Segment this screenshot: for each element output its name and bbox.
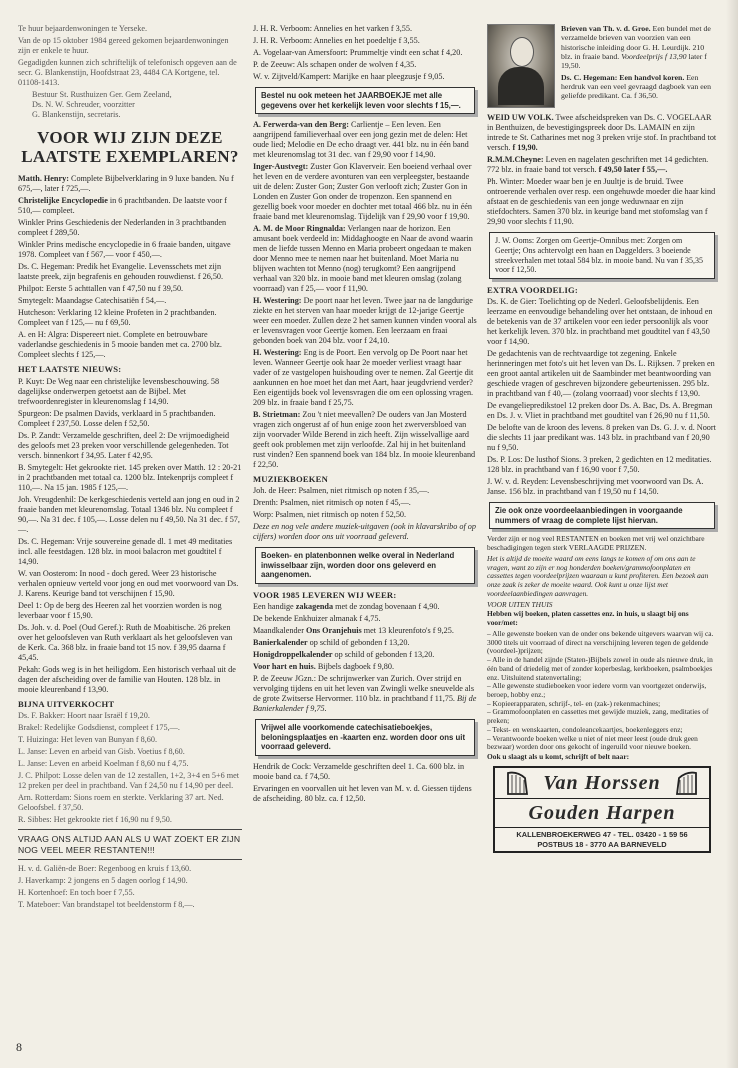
column-3 bbox=[487, 24, 717, 853]
story-item: A. Ferwerda-van den Berg: Carlientje – Een leven. Een aangrijpend familieverhaal over een jong gezin met de delen: Het oude lied; Melodie en De echo draagt ver. 441 blz. nu in één band met kleurenomslag tot 31 dec. van f 29,90 voor f 14,90. bbox=[253, 120, 469, 159]
music-item: Drenth: Psalmen, niet ritmisch op noten f 45,—. bbox=[253, 498, 411, 508]
address-line: KALLENBROEKERWEG 47 - TEL. 03420 - 1 59 56 bbox=[516, 830, 688, 840]
column-2 bbox=[253, 24, 477, 806]
news-item: Joh. Vreugdenhil: De kerkgeschiedenis verteld aan jong en oud in 2 fraaie banden met kleurenomslag. Totaal 1346 blz. Nu compleet f 90,—. Na 31 dec. f 105,—. Losse delen nu f 49,50. Na 31 dec. f 57,—. bbox=[18, 494, 240, 534]
book-item: J. H. R. Verboom: Annelies en het poedeltje f 3,55. bbox=[253, 36, 420, 45]
item-title: Brieven van Th. v. d. Groe. bbox=[561, 24, 651, 33]
sold-item: L. Janse: Leven en arbeid Koelman f 8,60 nu f 4,75. bbox=[18, 759, 189, 769]
news-list bbox=[18, 377, 242, 695]
year-item: Honigdroppelkalender op schild of gebonden f 13,20. bbox=[253, 650, 435, 660]
closing-block bbox=[487, 535, 717, 761]
jaarboekje-box: Bestel nu ook meteen het JAARBOEKJE met alle gegevens over het kerkelijk leven voor slechts f 15,—. bbox=[255, 87, 475, 114]
book-item: J. H. R. Verboom: Annelies en het varken f 3,55. bbox=[253, 24, 413, 33]
tail-item: H. v. d. Galiën-de Boer: Regenboog en kruis f 13,60. bbox=[18, 864, 192, 873]
voordeel-box: Zie ook onze voordeelaanbiedingen in voorgaande nummers of vraag de complete lijst hiervan. bbox=[489, 502, 715, 529]
logo-band bbox=[495, 799, 709, 828]
year-item: Maandkalender Ons Oranjehuis met 13 kleurenfoto's f 9,25. bbox=[253, 626, 454, 636]
book-item: W. v. Zijtveld/Kampert: Marijke en haar pleegzusje f 9,05. bbox=[253, 72, 445, 81]
story-list bbox=[253, 120, 477, 470]
item-title: Inger-Austvegt: bbox=[253, 162, 309, 171]
side-item: Ds. C. Hegeman: Een handvol koren. Een herdruk van een veel gevraagd dagboek van een geliefde predikant. Ca. f 36,50. bbox=[561, 72, 712, 101]
column-1 bbox=[18, 24, 242, 912]
item-title: B. Strietman: bbox=[253, 410, 301, 419]
harp-icon bbox=[503, 770, 531, 796]
extra-item: De evangeliepredikstoel 12 preken door Ds. A. Bac, Ds. A. Bregman en Ds. J. v. Vliet in prachtband met goudtitel van f 26,90 nu f 11,50. bbox=[487, 401, 713, 421]
sold-list bbox=[18, 711, 242, 825]
book-item: A. en H: Algra: Dispereert niet. Complete en betrouwbare vaderlandse geschiedenis in 5 mooie banden met ca. 2700 blz. Compleet slechts f 125,—. bbox=[18, 330, 222, 360]
bottom-list bbox=[253, 762, 477, 804]
item-price: Voordeelprijs f 13,90 bbox=[621, 52, 687, 62]
address-line: POSTBUS 18 - 3770 AA BARNEVELD bbox=[537, 839, 667, 849]
book-item: Ervaringen en voorvallen uit het leven van M. v. d. Giessen tijdens de afscheiding. 80 blz. ca. f 12,50. bbox=[253, 783, 472, 803]
sold-item: Arn. Rotterdam: Sions roem en sterkte. Verklaring 37 art. Ned. Geloofsbel. f 37,50. bbox=[18, 793, 224, 813]
story-item: Inger-Austvegt: Zuster Gon Klaverveir. Een boeiend verhaal over het leven en de verdere avonturen van een verpleegster, bestaande uit de delen: Zuster Gon; Zuster Gon verlooft zich; Zuster Gon in Londen en Zuster Gon onder de tropenzon. Een spannend en gezellig boek voor moeder en dochter met totaal 466 blz. nu in één fraaie band met kleurenomslag. Tijdelijk van f 29,90 voor f 19,90. bbox=[253, 162, 472, 221]
news-item: Spurgeon: De psalmen Davids, verklaard in 5 prachtbanden. Compleet f 237,50. Losse delen f 52,50. bbox=[18, 408, 216, 428]
book-item: R.M.M.Cheyne: Leven en nagelaten geschriften met 14 gedichten. 772 blz. in fraaie band tot versch. f 49,50 later f 55,—. bbox=[487, 155, 709, 174]
year-item: Voor hart en huis. Bijbels dagboek f 9,80. bbox=[253, 662, 395, 672]
item-price: f 19,90. bbox=[512, 143, 538, 152]
sold-item: Ds. F. Bakker: Hoort naar Israël f 19,20. bbox=[18, 711, 150, 721]
story-item: H. Westering: Eng is de Poort. Een vervolg op De Poort naar het leven. Wanneer Geertje ook haar 2e moeder verliest vraagt haar vader of ze vastgelopen huishouding over te nemen. Zal Geertje dit aankunnen en hoe moet het dan met Aart, haar jeugdvriend verder? Een eigentijds boek vol levensvragen die om een oplossing vragen. 209 blz. in fraaie band f 25,75. bbox=[253, 348, 474, 407]
service-item: – Alle gewenste studieboeken voor iedere vorm van voortgezet onderwijs, beroep, hobby enz.; bbox=[487, 681, 707, 699]
divider bbox=[18, 859, 242, 860]
music-heading: MUZIEKBOEKEN bbox=[253, 474, 328, 484]
year-item: P. de Zeeuw JGzn.: De schrijnwerker van Zurich. Over strijd en vervolging tijdens en uit het leven van Zwingli welke sneuvelde als de grote Zwitserse Hervormer. 110 blz. in prachtband f 11,75. Bij de Banierkalender f 9,75. bbox=[253, 674, 477, 714]
item-title: Banierkalender bbox=[253, 638, 308, 648]
item-title: Ons Oranjehuis bbox=[305, 626, 362, 636]
notice-line: Te huur bejaardenwoningen te Yerseke. bbox=[18, 24, 148, 33]
closing-sub: Hebben wij boeken, platen cassettes enz. in huis, u slaagt bij ons voor/met: bbox=[487, 609, 689, 628]
news-item: Pekah: Gods weg is in het heiligdom. Een historisch verhaal uit de dagen der afscheiding over de familie van Houten. 128 blz. in mooie kleurenband f 13,90. bbox=[18, 664, 236, 694]
item-title: WEID UW VOLK. bbox=[487, 113, 554, 122]
logo-line2: Gouden Harpen bbox=[528, 801, 676, 824]
news-item: Ds. P. Zandt: Verzamelde geschriften, deel 2: De vrijmoedigheid des geloofs met 23 preken voor verschillende gelegenheden. Tot versch. binnenkort f 34,95. Later f 42,95. bbox=[18, 430, 230, 460]
notice-line: Bestuur St. Rusthuizen Ger. Gem Zeeland, bbox=[32, 90, 172, 99]
item-title: Voor hart en huis. bbox=[253, 662, 316, 672]
closing-italic: Het is altijd de moeite waard om eens langs te komen of om ons aan te vragen, want zo zijn er nog honderden boeken/grammofoonplaten en cassettes tegen voordeelprijzen waaraan u kunt profiteren. Een bezoek aan onze zaak is zeker de moeite waard. Ook kunt u onze lijst met voordeelaanbiedingen aanvragen. bbox=[487, 553, 709, 598]
music-list bbox=[253, 486, 477, 520]
page-edge bbox=[726, 0, 738, 1068]
sold-item: Brakel: Redelijke Godsdienst, compleet f 175,—. bbox=[18, 723, 180, 733]
item-title: Honigdroppelkalender bbox=[253, 650, 333, 660]
music-note: Deze en nog vele andere muziek-uitgaven (ook in klavarskribo of op cijfers) worden door ons uit voorraad geleverd. bbox=[253, 522, 476, 542]
book-item: P. de Zeeuw: Als schapen onder de wolven f 4,35. bbox=[253, 60, 417, 69]
year-heading: VOOR 1985 LEVEREN WIJ WEER: bbox=[253, 589, 397, 600]
notice-line: Gegadigden kunnen zich schriftelijk of telefonisch opgeven aan de secr. G. Blankenstijn, Hoofdstraat 23, 4484 CA Kortgene, tel. 01108-1413. bbox=[18, 58, 237, 87]
item-title: A. M. de Moor Ringnalda: bbox=[253, 224, 346, 233]
final-line: Ook u slaagt als u komt, schrijft of belt naar: bbox=[487, 752, 630, 762]
extra-list bbox=[487, 297, 717, 497]
sold-item: R. Sibbes: Het gekrookte riet f 16,90 nu f 9,50. bbox=[18, 815, 172, 825]
item-note: Bij de Banierkalender f 9,75. bbox=[253, 694, 477, 714]
extra-item: J. W. v. d. Reyden: Levensbeschrijving met voorwoord van Ds. A. Janse. 156 blz. in prachtband van f 19,50 nu f 14,50. bbox=[487, 477, 704, 497]
book-item: Matth. Henry: Complete Bijbelverklaring in 9 luxe banden. Nu f 675,—, later f 725,—. bbox=[18, 174, 234, 194]
book-item: A. Vogelaar-van Amersfoort: Prummeltje vindt een schat f 4,20. bbox=[253, 48, 463, 57]
notice-line: Van de op 15 oktober 1984 gereed gekomen bejaardenwoningen zijn er enkele te huur. bbox=[18, 36, 229, 55]
sold-item: T. Huizinga: Het leven van Bunyan f 8,60. bbox=[18, 735, 157, 745]
shop-address bbox=[495, 828, 709, 851]
service-item: – Alle gewenste boeken van de onder ons bekende uitgevers waarvan wij ca. 3000 titels uit voorraad of direct na verschijning leveren tegen de geldende (voordeel-)prijzen; bbox=[487, 628, 714, 656]
book-item: Christelijke Encyclopedie in 6 prachtbanden. De laatste voor f 510,— compleet. bbox=[18, 196, 227, 216]
news-item: W. van Oosterom: In nood - doch gered. Weer 23 historische verhalen opnieuw verteld voor jong en oud met voorwoord van Ds. J. Karens. Keurige band tot verschijnen f 15,90. bbox=[18, 568, 239, 598]
notice-line: G. Blankenstijn, secretaris. bbox=[32, 110, 121, 119]
headline: VOOR WIJ ZIJN DEZE LAATSTE EXEMPLAREN? bbox=[21, 128, 239, 167]
bonnen-box: Boeken- en platenbonnen welke overal in Nederland inwisselbaar zijn, worden door ons geleverd en aangenomen. bbox=[255, 547, 475, 584]
tail-item: J. Haverkamp: 2 jongens en 5 dagen oorlog f 14,90. bbox=[18, 876, 188, 885]
tail-list bbox=[18, 864, 242, 910]
music-item: Worp: Psalmen, niet ritmisch op noten f 52,50. bbox=[253, 510, 407, 520]
catechisatie-box: Vrijwel alle voorkomende catechisatieboekjes, beloningsplaatjes en -kaarten enz. worden door ons uit voorraad geleverd. bbox=[255, 719, 475, 756]
sold-item: J. C. Philpot: Losse delen van de 12 zestallen, 1+2, 3+4 en 5+6 met 12 preken per deel in prachtband. Van f 24,50 nu f 14,90 per deel. bbox=[18, 771, 240, 791]
book-item: Ds. C. Hegeman: Predik het Evangelie. Levensschets met zijn laatste preek, zijn begrafenis en gehouden rouwdienst. f 26,50. bbox=[18, 262, 224, 282]
tail-item: T. Mateboer: Van brandstapel tot beeldenstorm f 8,—. bbox=[18, 900, 195, 909]
news-item: Ds. C. Hegeman: Vrije souvereine genade dl. 1 met 49 meditaties incl. alle feestdagen. 128 blz. in mooi balacron met goudtitel f 14,90. bbox=[18, 536, 233, 566]
side-item: Brieven van Th. v. d. Groe. Een bundel met de verzamelde brieven van voorzien van een historische inleiding door G. H. Leurdijk. 210 blz. in fraaie band. Voordeelprijs f 13,90 later f 19,50. bbox=[561, 24, 711, 71]
item-title: Christelijke Encyclopedie bbox=[18, 196, 108, 206]
closing-text: Verder zijn er nog veel RESTANTEN en boeken met vrij wel onzichtbare beschadigingen tegen sterk VERLAAGDE PRIJZEN. bbox=[487, 534, 705, 553]
year-list bbox=[253, 602, 477, 714]
extra-item: De gedachtenis van de rechtvaardige tot zegening. Enkele herinneringen met foto's uit het leven van Ds. L. Rijksen. 7 preken en een groot aantal artikelen uit de Saambinder met beantwoording van geschiede vragen of geschreven bijzondere gebeurtenissen. 295 blz. in prachtband van f 40,— (zolang voorraad) voor slechts f 13,90. bbox=[487, 349, 715, 399]
housing-notice bbox=[18, 24, 242, 120]
news-item: B. Smytegelt: Het gekrookte riet. 145 preken over Matth. 12 : 20-21 in 2 prachtbanden met totaal ca. 1200 blz. Intekenprijs compleet f 110,—. Na 15 jan. 1985 f 125,—. bbox=[18, 462, 242, 492]
news-item: P. Kuyt: De Weg naar een christelijke levensbeschouwing. 58 dagelijkse onderwerpen getoetst aan de Bijbel. Met trefwoordenregister in kleurenomslag f 14,90. bbox=[18, 376, 220, 406]
book-list bbox=[18, 174, 242, 360]
children-books bbox=[253, 24, 477, 82]
service-item: – Alle in de handel zijnde (Staten-)Bijbels zowel in oude als nieuwe druk, in één band of driedelig met of zonder koperbeslag, kerkboeken, psalmboekjes enz. Uitsluitend statenvertaling; bbox=[487, 655, 713, 682]
item-title: Ds. C. Hegeman: Een handvol koren. bbox=[561, 72, 685, 82]
tail-item: H. Kortenhoef: En toch boer f 7,55. bbox=[18, 888, 135, 897]
sold-item: L. Janse: Leven en arbeid van Gisb. Voetius f 8,60. bbox=[18, 747, 185, 757]
portrait-engraving bbox=[487, 24, 555, 108]
year-item: De bekende Enkhuizer almanak f 4,75. bbox=[253, 614, 381, 624]
page-number: 8 bbox=[16, 1040, 22, 1054]
news-item: Ds. Joh. v. d. Poel (Oud Geref.): Ruth de Moabitische. 26 preken over het geloofsleven van Ruth verklaart als het geloofsleven van de Kerk. Ca. 368 blz. in fraaie band tot 15 nov. f 39,95 daarna f 45,45. bbox=[18, 622, 233, 662]
restanten-notice: VRAAG ONS ALTIJD AAN ALS U WAT ZOEKT ER ZIJN NOG VEEL MEER RESTANTEN!!! bbox=[18, 834, 241, 855]
logo-band bbox=[495, 768, 709, 799]
service-item: – Kopieerapparaten, schrijf-, tel- en (zak-) rekenmachines; bbox=[487, 698, 661, 708]
news-heading: HET LAATSTE NIEUWS: bbox=[18, 364, 122, 375]
item-title: zakagenda bbox=[295, 602, 334, 612]
shop-logo bbox=[493, 766, 711, 854]
item-title: H. Westering: bbox=[253, 296, 302, 305]
closing-heading: VOOR UITEN THUIS bbox=[487, 599, 553, 609]
service-item: – Verantwoorde boeken welke u niet of niet meer leest (oude druk geen bezwaar) worden door ons gekocht of ingeruild voor nieuwe boeken. bbox=[487, 733, 698, 752]
harp-icon bbox=[673, 770, 701, 796]
book-item: Winkler Prins Geschiedenis der Nederlanden in 3 prachtbanden compleet f 289,50. bbox=[18, 218, 227, 238]
item-price: f 49,50 later f 55,—. bbox=[598, 165, 668, 174]
year-item: Een handige zakagenda met de zondag bovenaan f 4,90. bbox=[253, 602, 440, 612]
book-item: Philpot: Eerste 5 achttallen van f 47,50 nu f 39,50. bbox=[18, 284, 184, 294]
book-item: WEID UW VOLK. Twee afscheidspreken van Ds. C. VOGELAAR in Benthuizen, de bevestigingspreek door Ds. LAMAIN en zijn intrede te St. Catharines met nog 3 preken vrije stof. In prachtband tot versch. f 19,90. bbox=[487, 113, 717, 152]
item-title: Matth. Henry: bbox=[18, 174, 69, 184]
book-item: Smytegelt: Maandagse Catechisatiën f 54,—. bbox=[18, 296, 167, 306]
item-title: R.M.M.Cheyne: bbox=[487, 155, 544, 164]
music-item: Joh. de Heer: Psalmen, niet ritmisch op noten f 35,—. bbox=[253, 486, 430, 496]
news-item: Deel 1: Op de berg des Heeren zal het voorzien worden is nog leverbaar voor f 15,90. bbox=[18, 600, 222, 620]
service-item: – Tekst- en wenskaarten, condoleancekaartjes, boekenleggers enz; bbox=[487, 724, 683, 734]
year-item: Banierkalender op schild of gebonden f 13,20. bbox=[253, 638, 410, 648]
item-title: H. Westering: bbox=[253, 348, 302, 357]
ooms-box: J. W. Ooms: Zorgen om Geertje-Omnibus met: Zorgen om Geertje; Ons achtervolgt een haan en Daggelders. 3 boeiende streekverhalen met totaal 584 blz. in mooie band. Nu van f 35,35 voor f 12,50. bbox=[489, 232, 715, 279]
extra-item: Ds. P. Los: De lusthof Sions. 3 preken, 2 gedichten en 12 meditaties. 128 blz. in prachtband van f 16,90 voor f 7,50. bbox=[487, 455, 712, 475]
extra-item: Ds. K. de Gier: Toelichting op de Nederl. Geloofsbelijdenis. Een leerzame en eenvoudige behandeling over het ontstaan, de inhoud en de betekenis van de 37 artikelen voor een ieder persoonlijk als voor het kerkelijk leven. 370 blz. in prachtband met goudtitel van f 43,50 voor f 14,90. bbox=[487, 297, 713, 347]
story-item: A. M. de Moor Ringnalda: Verlangen naar de horizon. Een amusant boek verdeeld in: Middaghoogte en Naar de avond waarin men de liefde tussen Menno en Maria probeert ongedaan te maken door Menno mee te nemen naar het buitenland. Moet Maria nu blijven wachten tot Menno (nog) terugkomt? Een aangrijpend verhaal van 320 blz. in mooie band met kleuren omslag (zolang voorraad) van f 25,— voor f 11,90. bbox=[253, 224, 473, 293]
book-item: Hutcheson: Verklaring 12 kleine Profeten in 2 prachtbanden. Compleet van f 125,— nu f 69,50. bbox=[18, 308, 217, 328]
service-item: – Grammofoonplaten en cassettes met gewijde muziek, zang, meditaties of preken; bbox=[487, 707, 709, 726]
story-item: H. Westering: De poort naar het leven. Twee jaar na de langdurige ziekte en het sterven van haar moeder krijgt de 12-jarige Geertje weer een moeder. Zullen deze 2 het samen kunnen vinden vooral als er levensvragen voor Geertje komen. Een leerzaam en fraai gebonden boek van 204 blz. voor f 24,10. bbox=[253, 296, 477, 345]
book-item: Hendrik de Cock: Verzamelde geschriften deel 1. Ca. 600 blz. in mooie band ca. f 74,50. bbox=[253, 761, 465, 781]
service-list bbox=[487, 630, 717, 752]
sold-heading: BIJNA UITVERKOCHT bbox=[18, 698, 115, 709]
extra-item: De belofte van de kroon des levens. 8 preken van Ds. G. J. v. d. Noort die slechts 11 jaar predikant was. 143 blz. in prachtband van f 20,90 nu f 9,50. bbox=[487, 423, 716, 453]
divider bbox=[18, 829, 242, 830]
book-item: Ph. Winter: Moeder waar ben je en Juultje is de bruid. Twee ontroerende verhalen over resp. een ongehuwde moeder die haar kind afstaat en de geschiedenis van een jonge weduwnaar en zijn stiefdochters. Samen 370 blz. in keurige band met stofomslag van f 29,90 voor slechts f 11,90. bbox=[487, 177, 716, 226]
notice-line: Ds. N. W. Schreuder, voorzitter bbox=[32, 100, 135, 109]
logo-line1: Van Horssen bbox=[543, 771, 661, 794]
extra-heading: EXTRA VOORDELIG: bbox=[487, 285, 578, 295]
item-title: A. Ferwerda-van den Berg: bbox=[253, 120, 349, 129]
portrait-block bbox=[487, 24, 717, 110]
book-item: Winkler Prins medische encyclopedie in 6 fraaie banden, uitgave 1978. Compleet van f 567,— voor f 450,—. bbox=[18, 240, 231, 260]
book-list bbox=[487, 113, 717, 227]
story-item: B. Strietman: Zou 't niet meevallen? De ouders van Jan Mosterd vragen zich ongerust af of hun enige zoon het zwerversbloed van zijn voorvader Wilde Berend in zich heeft. Zijn wisselvallige aard geeft ook problemen met zijn verloofde. Zal hij in het buitenland rust vinden? Een spannend boek van 184 blz. In mooie kleurenband f 22,50. bbox=[253, 410, 476, 469]
